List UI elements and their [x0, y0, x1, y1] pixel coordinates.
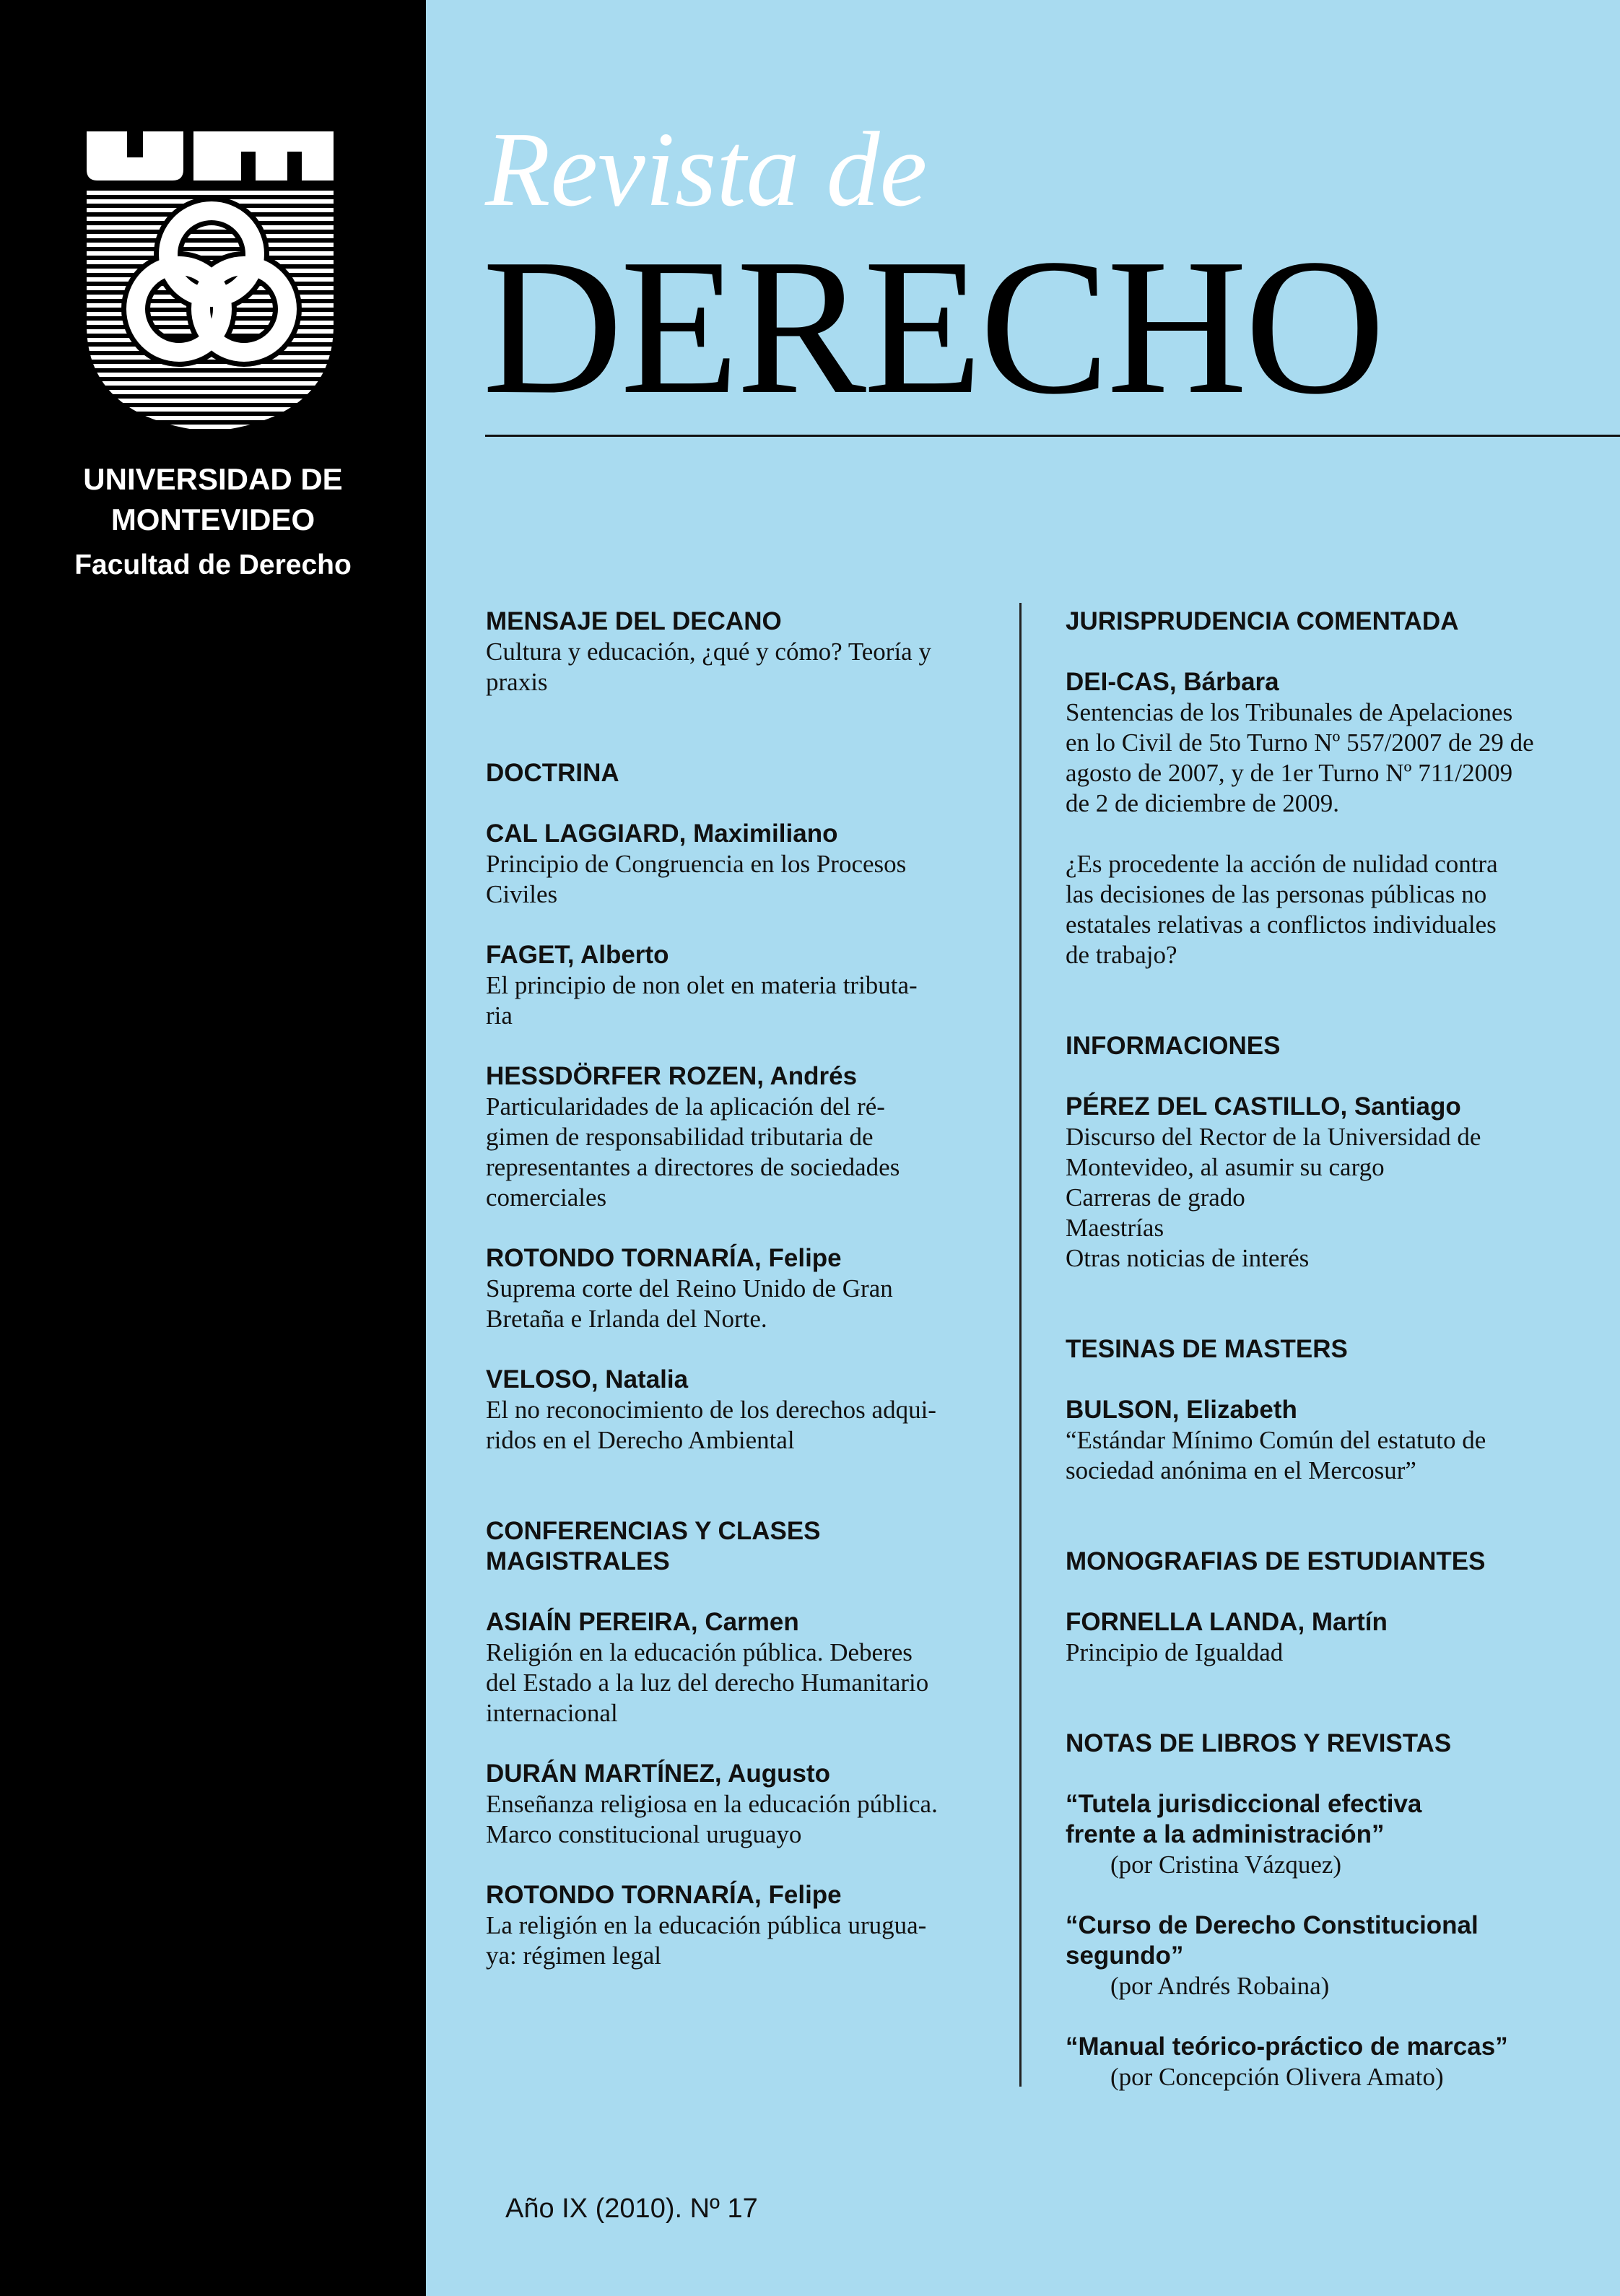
article-title: Enseñanza religiosa en la educación pública. — [486, 1790, 938, 1818]
section-heading: CONFERENCIAS Y CLASES — [486, 1517, 821, 1545]
university-name — [0, 459, 426, 540]
article-author: DURÁN MARTÍNEZ, Augusto — [486, 1760, 830, 1788]
list-item: Otras noticias de interés — [1066, 1244, 1310, 1272]
book-title: “Manual teórico-práctico de marcas” — [1066, 2032, 1508, 2061]
article-title: gimen de responsabilidad tributaria de — [486, 1123, 874, 1151]
book-reviewer: (por Cristina Vázquez) — [1110, 1851, 1342, 1879]
article-title: El no reconocimiento de los derechos adqui- — [486, 1396, 936, 1424]
section-heading: JURISPRUDENCIA COMENTADA — [1066, 607, 1459, 635]
article-title: representantes a directores de sociedades — [486, 1153, 900, 1181]
article-title: El principio de non olet en materia tributa- — [486, 971, 918, 999]
article-title: ridos en el Derecho Ambiental — [486, 1426, 795, 1454]
book-title: “Curso de Derecho Constitucional — [1066, 1911, 1479, 1939]
article-title: Suprema corte del Reino Unido de Gran — [486, 1274, 893, 1303]
article-title: Principio de Igualdad — [1066, 1638, 1284, 1666]
article-title: Religión en la educación pública. Deberes — [486, 1638, 913, 1666]
article-title: ¿Es procedente la acción de nulidad contra — [1066, 850, 1498, 878]
article-author: BULSON, Elizabeth — [1066, 1396, 1297, 1424]
article-author: FAGET, Alberto — [486, 941, 669, 969]
article-title: sociedad anónima en el Mercosur” — [1066, 1456, 1416, 1484]
article-title: Marco constitucional uruguayo — [486, 1820, 802, 1848]
article-author: VELOSO, Natalia — [486, 1365, 689, 1393]
article-title: Particularidades de la aplicación del ré- — [486, 1092, 885, 1121]
list-item: Maestrías — [1066, 1214, 1164, 1242]
article-title: Bretaña e Irlanda del Norte. — [486, 1305, 767, 1333]
title-divider — [485, 435, 1620, 437]
book-title: segundo” — [1066, 1941, 1184, 1970]
article-title: de trabajo? — [1066, 941, 1177, 969]
article-title: del Estado a la luz del derecho Humanitario — [486, 1669, 929, 1697]
article-author: ASIAÍN PEREIRA, Carmen — [486, 1608, 799, 1636]
university-logo — [85, 130, 335, 433]
article-title: de 2 de diciembre de 2009. — [1066, 789, 1340, 817]
article-title: “Estándar Mínimo Común del estatuto de — [1066, 1426, 1486, 1454]
article-author: PÉREZ DEL CASTILLO, Santiago — [1066, 1092, 1461, 1121]
column-divider — [1019, 603, 1022, 2087]
article-author: ROTONDO TORNARÍA, Felipe — [486, 1244, 842, 1272]
book-title: frente a la administración” — [1066, 1820, 1385, 1848]
article-title: ria — [486, 1001, 513, 1030]
issue-number: Año IX (2010). Nº 17 — [505, 2193, 758, 2224]
sidebar — [0, 0, 426, 2296]
article-author: FORNELLA LANDA, Martín — [1066, 1608, 1388, 1636]
article-title: estatales relativas a conflictos individuales — [1066, 910, 1497, 939]
contents-right-column — [1066, 606, 1600, 2092]
contents-left-column — [486, 606, 1013, 1971]
article-title: en lo Civil de 5to Turno Nº 557/2007 de 29 de — [1066, 729, 1534, 757]
section-heading: MAGISTRALES — [486, 1547, 670, 1575]
article-title: Principio de Congruencia en los Procesos — [486, 850, 907, 878]
article-author: DEI-CAS, Bárbara — [1066, 668, 1279, 696]
article-title: Montevideo, al asumir su cargo — [1066, 1153, 1385, 1181]
journal-title-main: DERECHO — [482, 219, 1382, 435]
faculty-name: Facultad de Derecho — [74, 549, 352, 580]
section-heading: INFORMACIONES — [1066, 1032, 1281, 1060]
book-reviewer: (por Andrés Robaina) — [1110, 1972, 1330, 2000]
article-title: La religión en la educación pública urugua- — [486, 1911, 927, 1939]
article-title: internacional — [486, 1699, 618, 1727]
article-title: ya: régimen legal — [486, 1941, 661, 1970]
university-name-line2: MONTEVIDEO — [110, 503, 315, 536]
section-heading: MENSAJE DEL DECANO — [486, 607, 782, 635]
section-heading: MONOGRAFIAS DE ESTUDIANTES — [1066, 1547, 1486, 1575]
article-title: Discurso del Rector de la Universidad de — [1066, 1123, 1481, 1151]
university-name-line1: UNIVERSIDAD DE — [83, 462, 343, 496]
article-title: comerciales — [486, 1183, 607, 1212]
book-reviewer: (por Concepción Olivera Amato) — [1110, 2063, 1444, 2091]
um-letters — [87, 131, 334, 181]
article-title: Cultura y educación, ¿qué y cómo? Teoría y — [486, 638, 931, 666]
section-heading: NOTAS DE LIBROS Y REVISTAS — [1066, 1729, 1452, 1757]
article-title: las decisiones de las personas públicas no — [1066, 880, 1487, 908]
article-author: HESSDÖRFER ROZEN, Andrés — [486, 1062, 858, 1090]
article-title: praxis — [486, 668, 548, 696]
article-title: Sentencias de los Tribunales de Apelaciones — [1066, 698, 1513, 726]
article-author: CAL LAGGIARD, Maximiliano — [486, 819, 838, 848]
book-title: “Tutela jurisdiccional efectiva — [1066, 1790, 1422, 1818]
article-title: Civiles — [486, 880, 558, 908]
list-item: Carreras de grado — [1066, 1183, 1245, 1212]
section-heading: DOCTRINA — [486, 759, 619, 787]
article-title: agosto de 2007, y de 1er Turno Nº 711/2009 — [1066, 759, 1513, 787]
journal-title-top: Revista de — [485, 110, 928, 229]
article-author: ROTONDO TORNARÍA, Felipe — [486, 1881, 842, 1909]
section-heading: TESINAS DE MASTERS — [1066, 1335, 1348, 1363]
